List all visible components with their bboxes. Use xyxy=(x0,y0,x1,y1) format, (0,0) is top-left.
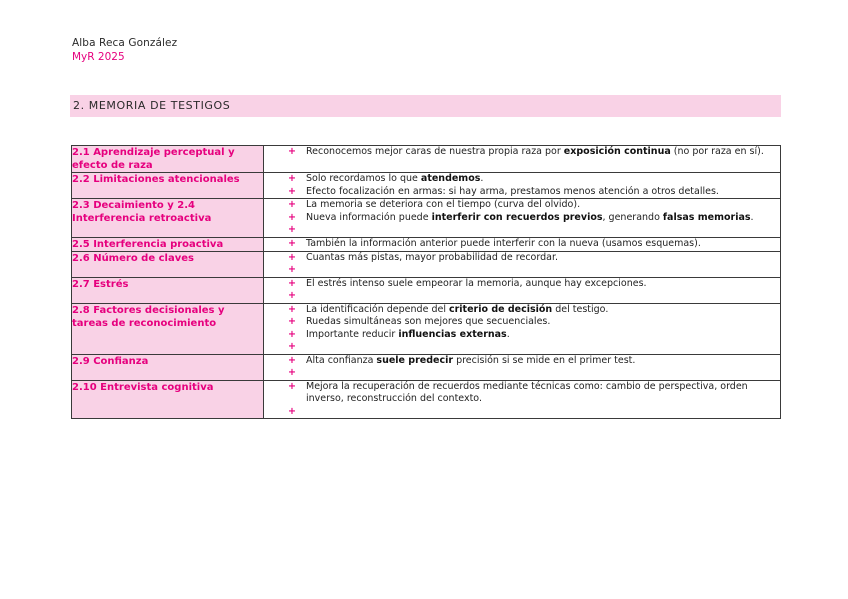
bullet-text: del testigo. xyxy=(552,303,609,315)
bullet-text: , generando xyxy=(602,211,663,223)
topic-cell: 2.7 Estrés xyxy=(72,277,264,303)
bullet-item xyxy=(264,278,780,291)
summary-table-body xyxy=(72,146,781,419)
bullet-item xyxy=(264,316,780,329)
table-row xyxy=(72,277,781,303)
bullet-item xyxy=(264,199,780,212)
table-row xyxy=(72,303,781,354)
topic-cell: 2.5 Interferencia proactiva xyxy=(72,237,264,251)
bullet-item xyxy=(264,252,780,265)
bullet-item xyxy=(264,186,780,199)
bullet-item xyxy=(264,329,780,342)
bold-text: suele predecir xyxy=(376,354,454,366)
bold-text: exposición continua xyxy=(563,146,671,157)
bold-text: criterio de decisión xyxy=(448,303,553,315)
points-cell xyxy=(264,277,781,303)
table-row xyxy=(72,199,781,238)
bullet-list xyxy=(264,199,780,237)
bullet-text: . xyxy=(750,211,754,223)
points-cell xyxy=(264,237,781,251)
bold-text: influencias externas xyxy=(398,328,507,340)
bullet-list xyxy=(264,278,780,303)
topic-cell: 2.1 Aprendizaje perceptual y efecto de raza xyxy=(72,146,264,173)
bullet-text: Nueva información puede xyxy=(306,211,432,223)
bullet-item xyxy=(264,264,780,277)
bullet-item xyxy=(264,224,780,237)
bullet-text: precisión si se mide en el primer test. xyxy=(453,354,636,366)
table-row xyxy=(72,251,781,277)
bullet-item xyxy=(264,381,780,406)
bullet-list xyxy=(264,146,780,159)
points-cell xyxy=(264,173,781,199)
table-row xyxy=(72,173,781,199)
course-label: MyR 2025 xyxy=(72,51,125,63)
points-cell xyxy=(264,146,781,173)
bullet-text: Solo recordamos lo que xyxy=(306,173,421,184)
table-row xyxy=(72,146,781,173)
points-cell xyxy=(264,380,781,419)
bullet-text: . xyxy=(480,173,484,184)
bullet-item xyxy=(264,367,780,380)
table-row xyxy=(72,237,781,251)
bullet-item xyxy=(264,406,780,419)
topic-cell: 2.3 Decaimiento y 2.4 Interferencia retroactiva xyxy=(72,199,264,238)
bold-text: interferir con recuerdos previos xyxy=(431,211,603,223)
points-cell xyxy=(264,251,781,277)
bullet-item xyxy=(264,355,780,368)
bullet-item xyxy=(264,290,780,303)
bullet-text: Cuantas más pistas, mayor probabilidad de recordar. xyxy=(306,251,559,263)
bold-text: falsas memorias xyxy=(662,211,751,223)
table-row xyxy=(72,380,781,419)
bullet-item xyxy=(264,173,780,186)
bullet-text: Reconocemos mejor caras de nuestra propia raza por xyxy=(306,146,564,157)
bullet-list xyxy=(264,304,780,354)
bullet-text: Mejora la recuperación de recuerdos mediante técnicas como: cambio de perspectiva, orden inverso, reconstrucción del contexto. xyxy=(306,380,748,404)
bullet-item xyxy=(264,238,780,251)
bullet-text: También la información anterior puede interferir con la nueva (usamos esquemas). xyxy=(306,237,701,249)
author-name: Alba Reca González xyxy=(72,37,178,49)
bullet-list xyxy=(264,238,780,251)
bullet-list xyxy=(264,355,780,380)
topic-cell: 2.2 Limitaciones atencionales xyxy=(72,173,264,199)
section-title: 2. MEMORIA DE TESTIGOS xyxy=(70,95,781,117)
bullet-text: La memoria se deteriora con el tiempo (curva del olvido). xyxy=(306,199,581,210)
bullet-text: La identificación depende del xyxy=(306,303,449,315)
topic-cell: 2.10 Entrevista cognitiva xyxy=(72,380,264,419)
bullet-list xyxy=(264,173,780,198)
bullet-text: Ruedas simultáneas son mejores que secuenciales. xyxy=(306,316,551,327)
topic-cell: 2.9 Confianza xyxy=(72,354,264,380)
bullet-text: (no por raza en sí). xyxy=(670,146,764,157)
bullet-text: Efecto focalización en armas: si hay arma, prestamos menos atención a otros detalles. xyxy=(306,185,719,197)
bullet-list xyxy=(264,252,780,277)
bullet-item xyxy=(264,212,780,225)
bullet-item xyxy=(264,146,780,159)
bullet-text: Alta confianza xyxy=(306,354,377,366)
table-row xyxy=(72,354,781,380)
topic-cell: 2.8 Factores decisionales y tareas de reconocimiento xyxy=(72,303,264,354)
bullet-text: El estrés intenso suele empeorar la memoria, aunque hay excepciones. xyxy=(306,277,647,289)
points-cell xyxy=(264,354,781,380)
bullet-item xyxy=(264,304,780,317)
bullet-item xyxy=(264,341,780,354)
bold-text: atendemos xyxy=(420,173,481,184)
bullet-list xyxy=(264,381,780,419)
points-cell xyxy=(264,303,781,354)
summary-table xyxy=(71,145,781,419)
points-cell xyxy=(264,199,781,238)
bullet-text: . xyxy=(506,328,510,340)
topic-cell: 2.6 Número de claves xyxy=(72,251,264,277)
bullet-text: Importante reducir xyxy=(306,328,399,340)
